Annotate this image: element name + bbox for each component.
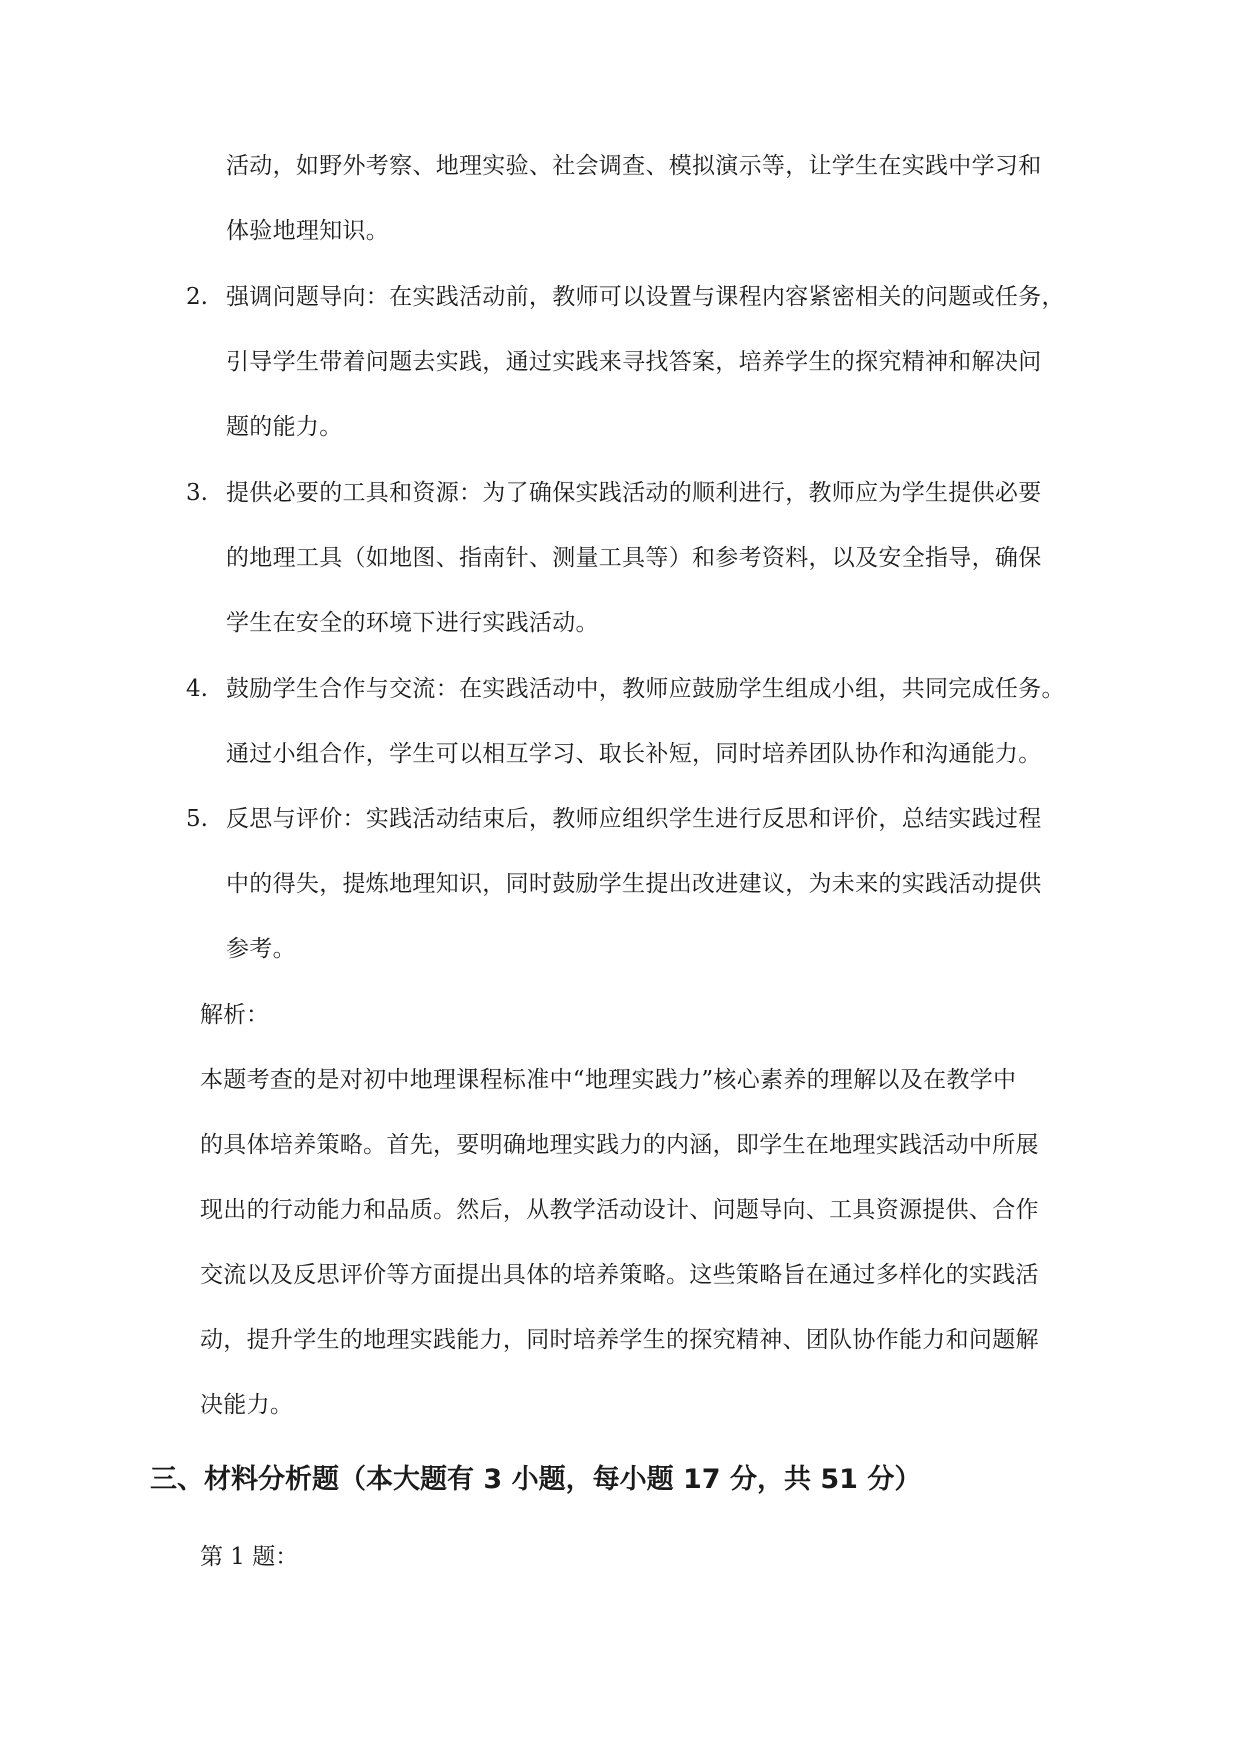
item-3-line-1: 提供必要的工具和资源：为了确保实践活动的顺利进行，教师应为学生提供必要 xyxy=(226,480,1042,506)
analysis-line-5: 动，提升学生的地理实践能力，同时培养学生的探究精神、团队协作能力和问题解 xyxy=(200,1327,1039,1353)
analysis-line-1: 本题考查的是对初中地理课程标准中“地理实践力”核心素养的理解以及在教学中 xyxy=(200,1067,1017,1093)
analysis-line-2: 的具体培养策略。首先，要明确地理实践力的内涵，即学生在地理实践活动中所展 xyxy=(200,1132,1039,1158)
analysis-line-4: 交流以及反思评价等方面提出具体的培养策略。这些策略旨在通过多样化的实践活 xyxy=(200,1262,1039,1288)
item-5-line-1: 反思与评价：实践活动结束后，教师应组织学生进行反思和评价，总结实践过程 xyxy=(226,806,1042,832)
item-4-line-2: 通过小组合作，学生可以相互学习、取长补短，同时培养团队协作和沟通能力。 xyxy=(226,741,1042,767)
item-5-line-3: 参考。 xyxy=(226,936,296,962)
analysis-line-6: 决能力。 xyxy=(200,1392,294,1418)
intro-line-1: 活动，如野外考察、地理实验、社会调查、模拟演示等，让学生在实践中学习和 xyxy=(226,153,1042,179)
analysis-line-3: 现出的行动能力和品质。然后，从教学活动设计、问题导向、工具资源提供、合作 xyxy=(200,1197,1039,1223)
item-2-number: 2. xyxy=(186,284,208,310)
item-2-line-3: 题的能力。 xyxy=(226,414,343,440)
analysis-label: 解析： xyxy=(200,1002,269,1028)
item-5-number: 5. xyxy=(186,806,208,832)
item-3-line-3: 学生在安全的环境下进行实践活动。 xyxy=(226,610,599,636)
item-3-line-2: 的地理工具（如地图、指南针、测量工具等）和参考资料，以及安全指导，确保 xyxy=(226,545,1042,571)
item-5-line-2: 中的得失，提炼地理知识，同时鼓励学生提出改进建议，为未来的实践活动提供 xyxy=(226,871,1042,897)
question-label: 第 1 题： xyxy=(200,1544,299,1570)
item-3-number: 3. xyxy=(186,480,208,506)
item-2-line-2: 引导学生带着问题去实践，通过实践来寻找答案，培养学生的探究精神和解决问 xyxy=(226,349,1042,375)
item-2-line-1: 强调问题导向：在实践活动前，教师可以设置与课程内容紧密相关的问题或任务， xyxy=(226,284,1065,310)
section-heading: 三、材料分析题（本大题有 3 小题，每小题 17 分，共 51 分） xyxy=(150,1464,922,1495)
item-4-line-1: 鼓励学生合作与交流：在实践活动中，教师应鼓励学生组成小组，共同完成任务。 xyxy=(226,676,1065,702)
item-4-number: 4. xyxy=(186,676,208,702)
intro-line-2: 体验地理知识。 xyxy=(226,218,390,244)
